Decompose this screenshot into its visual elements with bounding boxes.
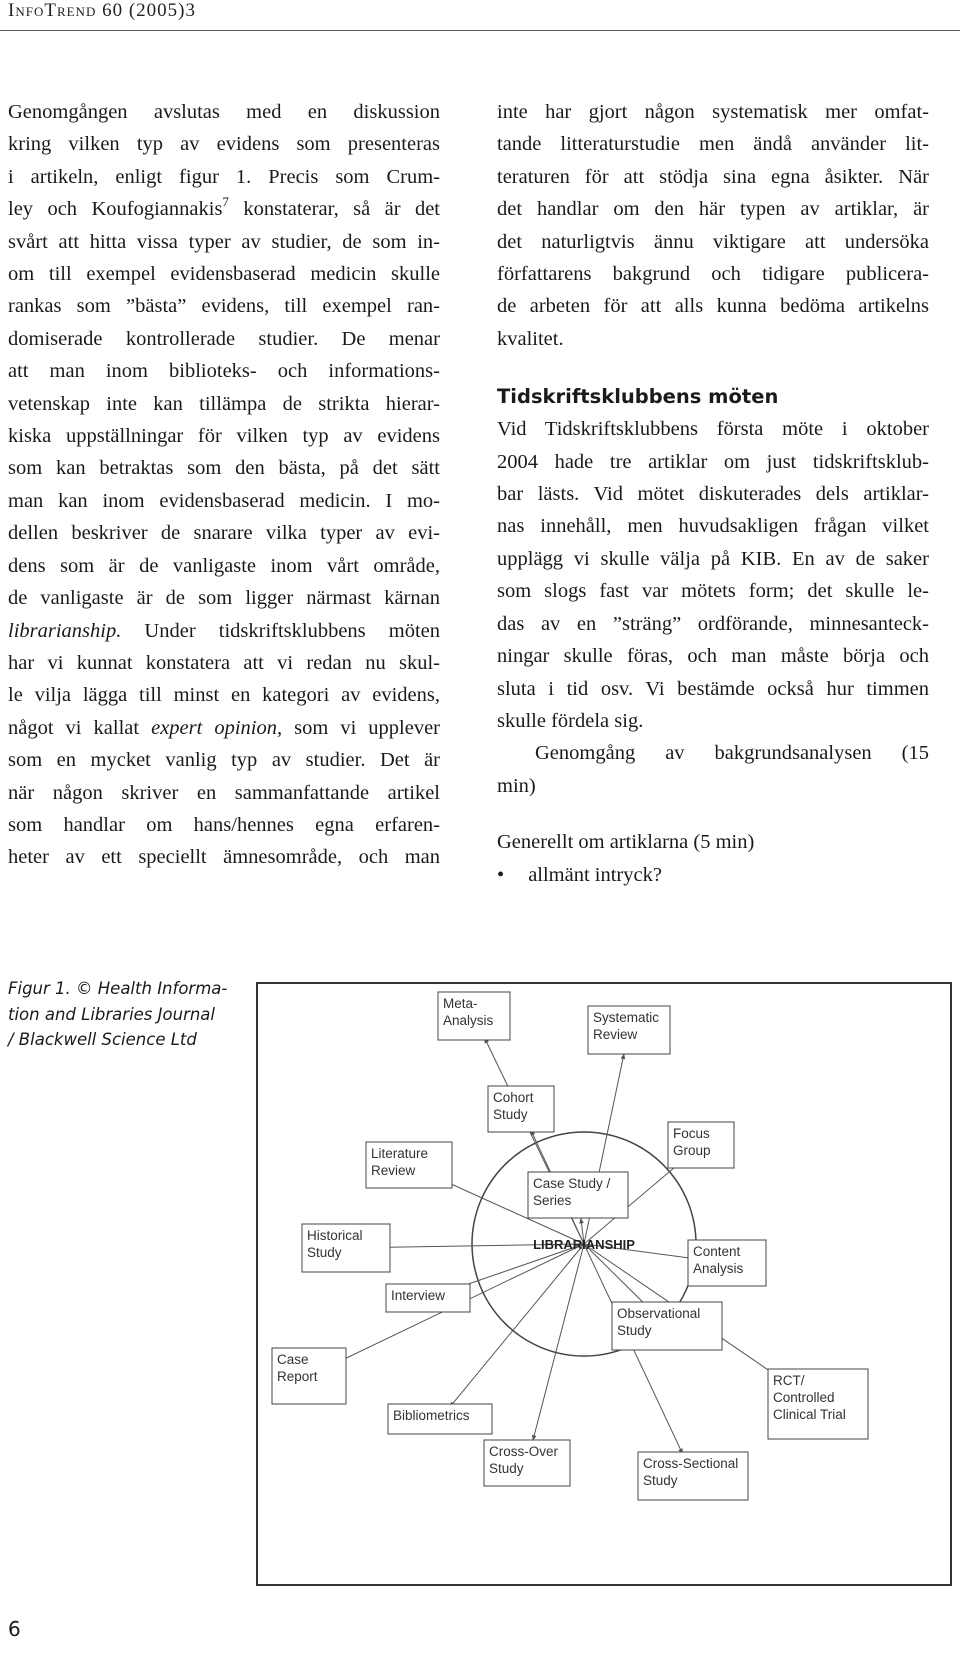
- body-line: upplägg vi skulle välja på KIB. En av de saker: [497, 547, 929, 570]
- body-line: att man inom biblioteks- och informations-: [8, 360, 440, 383]
- body-line: [8, 193, 440, 225]
- crosssectional-label: Study: [643, 1473, 678, 1488]
- body-line: som handlar om hans/hennes egna erfaren-: [8, 813, 440, 836]
- litrev-label: Review: [371, 1163, 416, 1178]
- bullet-item: [497, 859, 929, 891]
- observational-label: Study: [617, 1323, 652, 1338]
- body-line: teraturen för att stödja sina egna åsikter. När: [497, 165, 929, 188]
- connector-line: [440, 1244, 584, 1419]
- casereport-label: Report: [277, 1369, 318, 1384]
- crosssectional-label: Cross-Sectional: [643, 1456, 739, 1471]
- rct-label: Clinical Trial: [773, 1407, 846, 1422]
- litrev-label: Literature: [371, 1146, 429, 1161]
- body-line: ningar skulle föras, och man måste börja och: [497, 645, 929, 668]
- section-heading: Tidskriftsklubbens möten: [497, 385, 779, 409]
- body-line: [8, 712, 440, 744]
- rct-label: RCT/: [773, 1373, 805, 1388]
- body-line: vetenskap inte kan tillämpa de strikta hierar-: [8, 392, 440, 415]
- body-line: le vilja lägga till minst en kategori av evidens,: [8, 684, 440, 707]
- agenda-general: Generellt om artiklarna (5 min): [497, 831, 755, 854]
- body-text: något vi kallat: [8, 716, 140, 739]
- italic-term: librarianship.: [8, 619, 122, 642]
- figure-caption: [8, 976, 248, 1053]
- body-text: ley och Koufogiannakis: [8, 198, 223, 221]
- footnote-ref: 7: [222, 194, 229, 210]
- body-line: som slogs fast var mötets form; det skulle le-: [497, 580, 929, 603]
- meta-label: Analysis: [443, 1013, 494, 1028]
- body-text: som vi upplever: [282, 716, 441, 739]
- body-line: Vid Tidskriftsklubbens första möte i oktober: [497, 418, 929, 441]
- body-line: inte har gjort någon systematisk mer omfat-: [497, 101, 929, 123]
- body-line: skulle fördela sig.: [497, 709, 644, 732]
- meta-label: Meta-: [443, 996, 478, 1011]
- agenda-item-cont: min): [497, 774, 536, 797]
- body-line: det handlar om den här typen av artiklar, är: [497, 198, 929, 221]
- observational-label: Observational: [617, 1306, 701, 1321]
- body-line: de arbeten för att alls kunna bedöma artikelns: [497, 295, 929, 318]
- body-line: domiserade kontrollerade studier. De menar: [8, 327, 440, 350]
- body-line: de vanligaste är de som ligger närmast kärnan: [8, 587, 440, 610]
- body-line: som en mycket vanlig typ av studier. Det är: [8, 749, 440, 772]
- sysrev-label: Systematic: [593, 1010, 660, 1025]
- body-line: man kan inom evidensbaserad medicin. I mo-: [8, 489, 440, 512]
- body-text: konstaterar, så är det: [228, 198, 440, 221]
- body-line: tande litteraturstudie men ändå använder lit-: [497, 133, 929, 156]
- body-line: när någon skriver en sammanfattande artikel: [8, 781, 440, 804]
- body-line: dellen beskriver de snarare vilka typer av evi-: [8, 522, 440, 545]
- content-label: Content: [693, 1244, 741, 1259]
- body-line: kiska uppställningar för vilken typ av evidens: [8, 425, 440, 448]
- body-line: dens som är de vanligaste inom vårt område,: [8, 554, 440, 577]
- rct-label: Controlled: [773, 1390, 835, 1405]
- body-line: Genomgången avslutas med en diskussion: [8, 101, 440, 123]
- cohort-label: Study: [493, 1107, 528, 1122]
- crossover-label: Study: [489, 1461, 524, 1476]
- page-number: 6: [8, 1617, 21, 1641]
- header-rule: [0, 30, 960, 31]
- body-line: i artikeln, enligt figur 1. Precis som Crum-: [8, 165, 440, 188]
- arrowhead: [579, 1218, 584, 1224]
- italic-term: expert opinion,: [151, 716, 283, 739]
- focus-label: Group: [673, 1143, 711, 1158]
- caption-line: Figur 1. © Health Informa-: [8, 979, 228, 998]
- content-label: Analysis: [693, 1261, 744, 1276]
- body-line: sluta i tid osv. Vi bestämde också hur timmen: [497, 677, 929, 700]
- body-line: heter av ett speciellt ämnesområde, och man: [8, 846, 440, 869]
- body-line: om till exempel evidensbaserad medicin skulle: [8, 263, 440, 286]
- right-column: [497, 96, 929, 891]
- bullet-icon: •: [497, 863, 505, 886]
- caption-line: tion and Libraries Journal: [8, 1004, 215, 1024]
- caption-line: / Blackwell Science Ltd: [8, 1030, 197, 1049]
- body-line: som kan betraktas som den bästa, på det sätt: [8, 457, 440, 480]
- evidence-diagram: [256, 982, 952, 1586]
- body-line: nas innehåll, men huvudsakligen frågan vilket: [497, 515, 929, 538]
- diagram-canvas: [258, 984, 950, 1584]
- body-line: das av en ”sträng” ordförande, minnesanteck-: [497, 612, 929, 635]
- body-line: 2004 hade tre artiklar om just tidskriftsklub-: [497, 450, 929, 473]
- sysrev-label: Review: [593, 1027, 638, 1042]
- body-line: kring vilken typ av evidens som presenteras: [8, 133, 440, 156]
- body-line: [8, 615, 440, 647]
- focus-label: Focus: [673, 1126, 710, 1141]
- cohort-label: Cohort: [493, 1090, 534, 1105]
- connector-line: [584, 1244, 693, 1476]
- body-line: bar lästs. Vid mötet diskuterades dels artiklar-: [497, 483, 929, 506]
- left-column: [8, 96, 440, 874]
- body-line: kvalitet.: [497, 327, 564, 350]
- historical-label: Study: [307, 1245, 342, 1260]
- agenda-item: Genomgång av bakgrundsanalysen (15: [535, 742, 929, 765]
- casereport-label: Case: [277, 1352, 309, 1367]
- body-line: svårt att hitta vissa typer av studier, de som in-: [8, 230, 440, 253]
- connector-line: [527, 1244, 584, 1463]
- body-line: det naturligtvis ännu viktigare att undersöka: [497, 230, 929, 253]
- body-line: författarens bakgrund och tidigare publicera-: [497, 263, 929, 286]
- body-line: rankas som ”bästa” evidens, till exempel ran-: [8, 295, 440, 318]
- casestudy-label: Series: [533, 1193, 572, 1208]
- historical-label: Historical: [307, 1228, 363, 1243]
- body-line: har vi kunnat konstatera att vi redan nu skul-: [8, 651, 440, 674]
- biblio-label: Bibliometrics: [393, 1408, 470, 1423]
- body-text: Under tidskriftsklubbens möten: [121, 619, 440, 642]
- center-label: LIBRARIANSHIP: [533, 1237, 635, 1252]
- interview-label: Interview: [391, 1288, 446, 1303]
- running-head: InfoTrend 60 (2005)3: [8, 0, 196, 21]
- crossover-label: Cross-Over: [489, 1444, 559, 1459]
- casestudy-label: Case Study /: [533, 1176, 611, 1191]
- bullet-text: allmänt intryck?: [528, 863, 662, 886]
